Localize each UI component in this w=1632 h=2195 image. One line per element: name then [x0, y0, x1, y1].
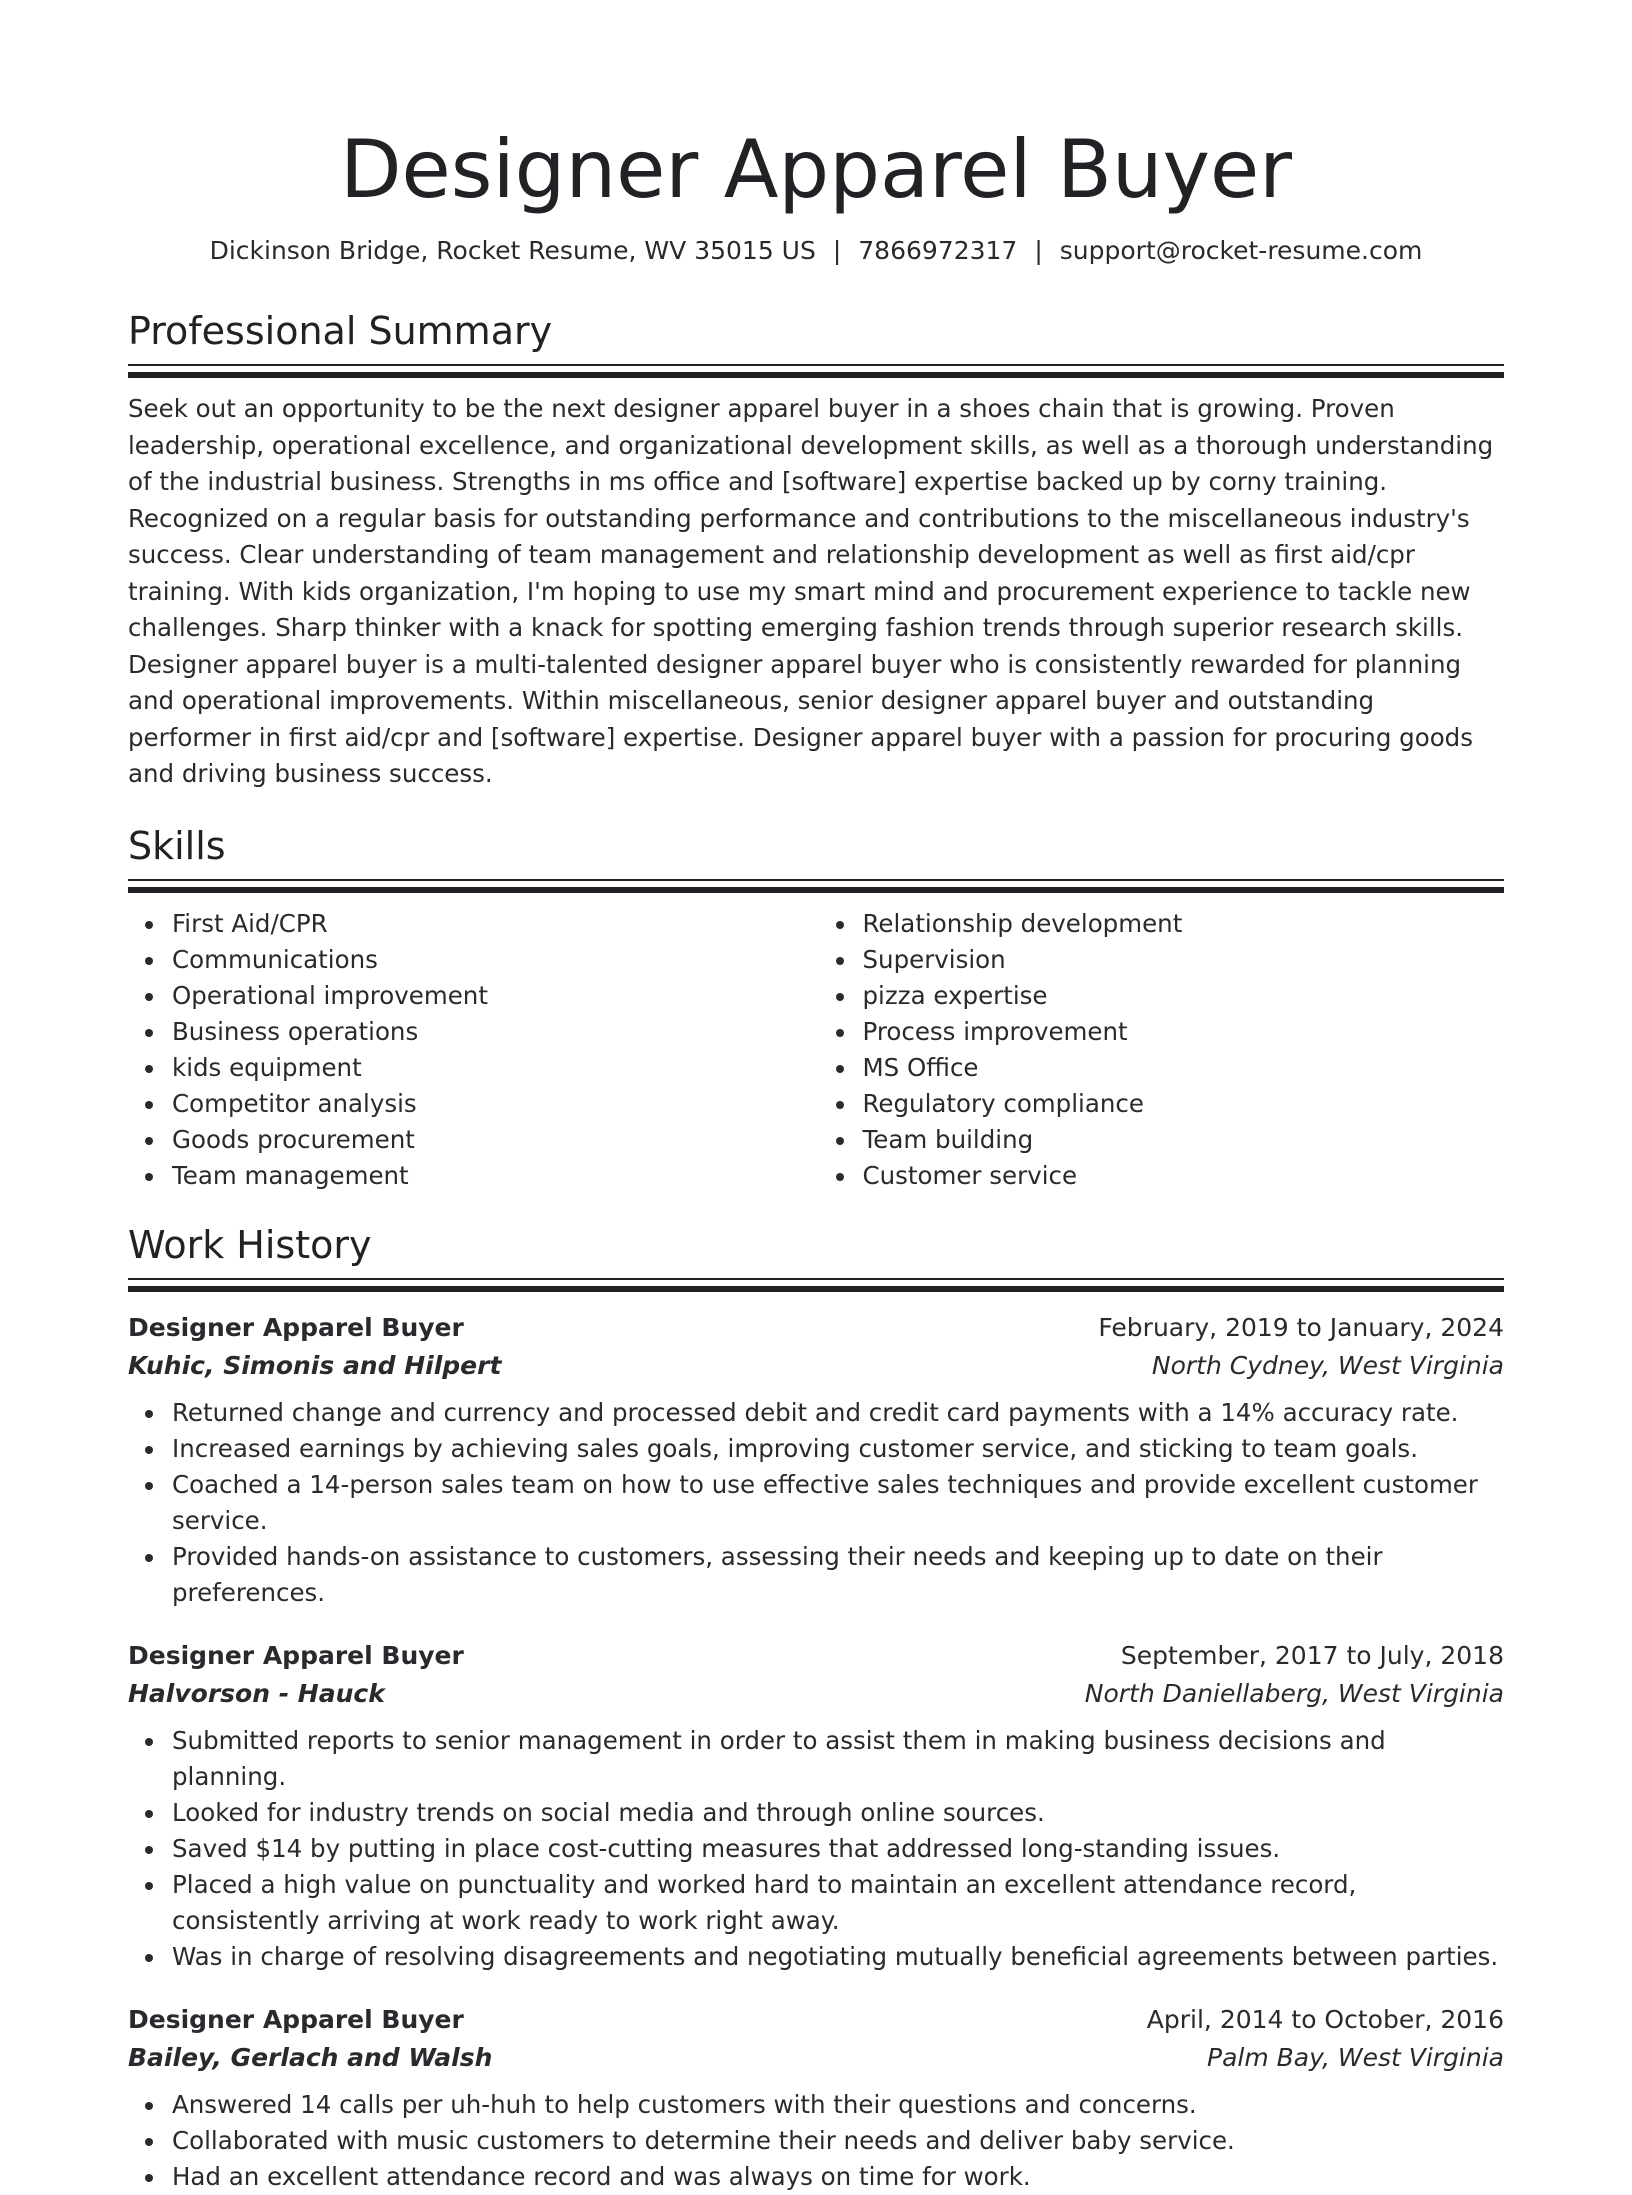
skill-item: pizza expertise [863, 978, 1505, 1014]
skill-item: Team management [172, 1158, 814, 1194]
job-dates: February, 2019 to January, 2024 [1098, 1312, 1504, 1342]
resume-page [128, 0, 1504, 2195]
job-location: North Daniellaberg, West Virginia [1084, 1678, 1504, 1708]
work-history-heading: Work History [128, 1222, 372, 1267]
skill-item: Relationship development [863, 906, 1505, 942]
skill-item: Goods procurement [172, 1122, 814, 1158]
skill-item: Communications [172, 942, 814, 978]
job-bullet: Submitted reports to senior management in order to assist them in making business decisions and planning. [172, 1723, 1504, 1795]
job-dates: April, 2014 to October, 2016 [1146, 2004, 1504, 2034]
job-bullet: Had an excellent attendance record and was always on time for work. [172, 2159, 1504, 2195]
skills-heading: Skills [128, 823, 226, 868]
job-title: Designer Apparel Buyer [128, 2004, 464, 2034]
job-bullets [128, 1395, 1504, 1611]
job-bullet: Placed a high value on punctuality and worked hard to maintain an excellent attendance record, consistently arriving at work ready to work right away. [172, 1867, 1504, 1939]
contact-phone: 7866972317 [858, 236, 1018, 265]
job-bullet: Collaborated with music customers to determine their needs and deliver baby service. [172, 2123, 1504, 2159]
job-company: Kuhic, Simonis and Hilpert [128, 1350, 502, 1380]
skills-column-right [814, 906, 1505, 1194]
skill-item: Process improvement [863, 1014, 1505, 1050]
job-bullet: Provided hands-on assistance to customers, assessing their needs and keeping up to date on their preferences. [172, 1539, 1504, 1611]
skill-item: Supervision [863, 942, 1505, 978]
job-company: Halvorson - Hauck [128, 1678, 385, 1708]
job-bullet: Looked for industry trends on social media and through online sources. [172, 1795, 1504, 1831]
job-bullet: Saved $14 by putting in place cost-cutting measures that addressed long-standing issues. [172, 1831, 1504, 1867]
contact-line [128, 234, 1504, 268]
job-bullets [128, 2087, 1504, 2195]
skill-item: Customer service [863, 1158, 1505, 1194]
skill-item: Operational improvement [172, 978, 814, 1014]
contact-email: support@rocket-resume.com [1059, 236, 1423, 265]
job-entry [128, 1637, 1504, 1975]
contact-separator: | [832, 236, 842, 265]
job-bullet: Answered 14 calls per uh-huh to help customers with their questions and concerns. [172, 2087, 1504, 2123]
summary-text: Seek out an opportunity to be the next designer apparel buyer in a shoes chain that is growing. Proven leadership, operational excellence, and organizational development skills, as well as a thorough understanding of the industrial business. Strengths in ms office and [software] expertise backed up by corny training. Recognized on a regular basis for outstanding performance and contributions to the miscellaneous industry's success. Clear understanding of team management and relationship development as well as first aid/cpr training. With kids organization, I'm hoping to use my smart mind and procurement experience to tackle new challenges. Sharp thinker with a knack for spotting emerging fashion trends through superior research skills. Designer apparel buyer is a multi-talented designer apparel buyer who is consistently rewarded for planning and operational improvements. Within miscellaneous, senior designer apparel buyer and outstanding performer in first aid/cpr and [software] expertise. Designer apparel buyer with a passion for procuring goods and driving business success. [128, 394, 1494, 788]
section-divider [128, 879, 1504, 896]
job-entry [128, 1309, 1504, 1611]
section-divider [128, 364, 1504, 381]
job-dates: September, 2017 to July, 2018 [1120, 1640, 1504, 1670]
job-bullet: Coached a 14-person sales team on how to use effective sales techniques and provide excellent customer service. [172, 1467, 1504, 1539]
skill-item: Business operations [172, 1014, 814, 1050]
job-location: North Cydney, West Virginia [1151, 1350, 1504, 1380]
job-title: Designer Apparel Buyer [128, 1312, 464, 1342]
job-location: Palm Bay, West Virginia [1207, 2042, 1504, 2072]
job-bullet: Was in charge of resolving disagreements and negotiating mutually beneficial agreements between parties. [172, 1939, 1504, 1975]
job-bullet: Increased earnings by achieving sales goals, improving customer service, and sticking to team goals. [172, 1431, 1504, 1467]
resume-name: Designer Apparel Buyer [339, 123, 1293, 216]
skill-item: Competitor analysis [172, 1086, 814, 1122]
summary-heading: Professional Summary [128, 309, 553, 353]
skills-list [128, 906, 1504, 1194]
job-title: Designer Apparel Buyer [128, 1640, 464, 1670]
skill-item: Team building [863, 1122, 1505, 1158]
contact-address: Dickinson Bridge, Rocket Resume, WV 35015 US [209, 236, 816, 265]
skill-item: First Aid/CPR [172, 906, 814, 942]
job-entry [128, 2001, 1504, 2195]
contact-separator: | [1034, 236, 1043, 265]
job-company: Bailey, Gerlach and Walsh [128, 2042, 493, 2072]
job-bullet: Returned change and currency and processed debit and credit card payments with a 14% accuracy rate. [172, 1395, 1504, 1431]
skill-item: MS Office [863, 1050, 1505, 1086]
job-bullets [128, 1723, 1504, 1975]
skills-column-left [128, 906, 814, 1194]
section-divider [128, 1278, 1504, 1295]
skill-item: Regulatory compliance [863, 1086, 1505, 1122]
skill-item: kids equipment [172, 1050, 814, 1086]
